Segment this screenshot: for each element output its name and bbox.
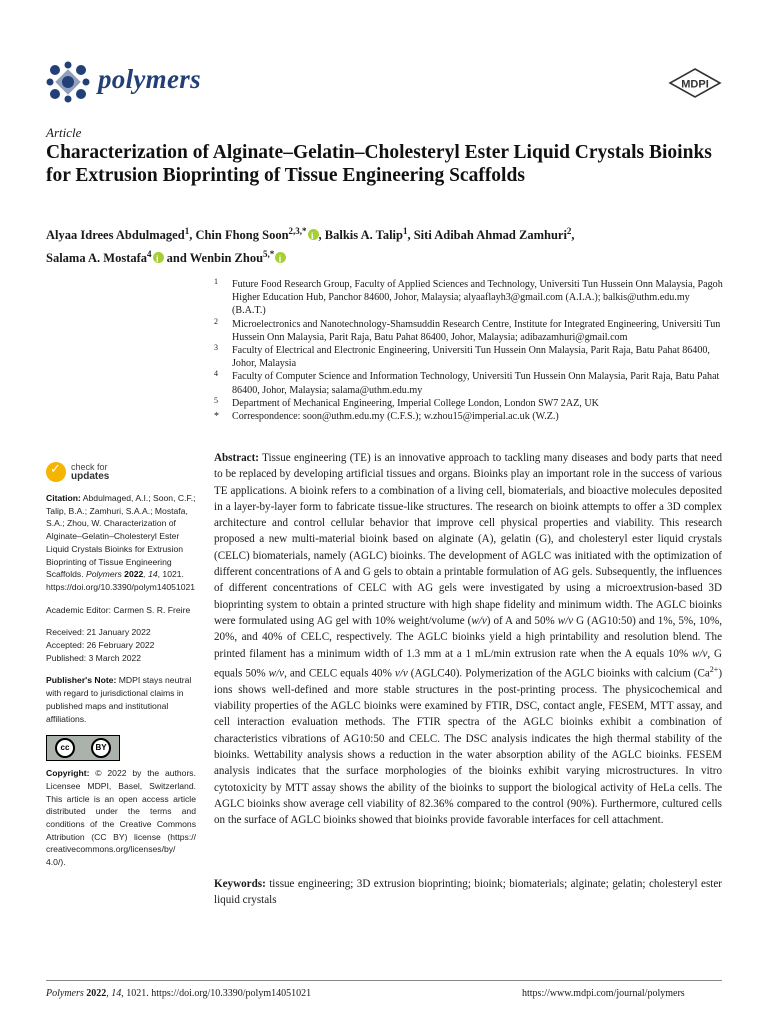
author-list	[46, 222, 736, 268]
affiliation-text: Microelectronics and Nanotechnology-Shamsuddin Research Centre, Institute for Integrated Engineering, Universiti Tun Hussein Onn Malaysia, Parit Raja, Batu Pahat 86400, Johor, Malaysia; adibazamhuri@gmail.com	[232, 318, 721, 343]
affiliation-number: 3	[214, 343, 218, 353]
author-separator: ,	[189, 228, 196, 243]
journal-name: polymers	[98, 64, 201, 94]
published-date: Published: 3 March 2022	[46, 652, 142, 663]
dates-block	[46, 626, 196, 664]
copyright-block: Copyright: © 2022 by the authors. Licensee MDPI, Basel, Switzerland. This article is an open access article distributed under the terms and conditions of the Creative Commons Attribution (CC BY) license (https:// creativecommons.org/licenses/by/ 4.0/).	[46, 768, 196, 868]
author-name[interactable]: Wenbin Zhou	[189, 251, 264, 266]
affiliation-item	[214, 397, 724, 410]
author-affiliation-marker: 4	[147, 249, 152, 260]
received-date: Received: 21 January 2022	[46, 627, 151, 638]
author-separator: ,	[571, 228, 575, 243]
academic-editor: Academic Editor: Carmen S. R. Freire	[46, 604, 191, 615]
author-affiliation-marker: 2,3,*	[288, 226, 307, 236]
article-title: Characterization of Alginate–Gelatin–Cholesteryl Ester Liquid Crystals Bioinks for Extrusion Bioprinting of Tissue Engineering Scaffolds	[46, 142, 712, 186]
affiliation-item	[214, 344, 724, 370]
cc-icon: cc	[55, 738, 75, 758]
affiliation-item	[214, 370, 724, 396]
journal-logo-icon	[46, 60, 90, 104]
author-affiliation-marker: 2	[566, 226, 572, 236]
author-name[interactable]: Alyaa Idrees Abdulmaged	[46, 228, 185, 243]
by-icon: BY	[91, 738, 111, 758]
check-updates-label: check for updates	[71, 462, 110, 482]
affiliation-item	[214, 278, 724, 318]
correspondence-text: Correspondence: soon@uthm.edu.my (C.F.S.); w.zhou15@imperial.ac.uk (W.Z.)	[232, 411, 559, 423]
author-separator: ,	[318, 228, 325, 243]
affiliation-text: Department of Mechanical Engineering, Imperial College London, London SW7 2AZ, UK	[232, 397, 599, 409]
correspondence-mark: *	[214, 411, 219, 423]
affiliation-text: Faculty of Computer Science and Information Technology, Universiti Tun Hussein Onn Malaysia, Parit Raja, Batu Pahat 86400, Johor, Malaysia; salama@uthm.edu.my	[232, 371, 720, 396]
author-affiliation-marker: 1	[184, 226, 190, 236]
author-name[interactable]: Siti Adibah Ahmad Zamhuri	[413, 228, 567, 243]
affiliation-item	[214, 318, 724, 344]
author-affiliation-marker: 5,*	[263, 249, 275, 260]
author-separator: ,	[407, 228, 414, 243]
mdpi-logo-text: MDPI	[681, 78, 709, 91]
affiliation-text: Faculty of Electrical and Electronic Engineering, Universiti Tun Hussein Onn Malaysia, Parit Raja, Batu Pahat 86400, Johor, Malaysia	[232, 345, 710, 370]
affiliation-text: Future Food Research Group, Faculty of Applied Sciences and Technology, Universiti Tun Hussein Onn Malaysia, Pagoh Higher Education Hub, Panchor 84600, Johor, Malaysia; alyaaflayh3@gmail.com (A.I.A.); balkis@uthm.edu.my (B.A.T.)	[232, 279, 723, 317]
cc-by-license-icon[interactable]	[46, 735, 120, 761]
publishers-note: Publisher's Note: MDPI stays neutral with regard to jurisdictional claims in published maps and institutional affiliations.	[46, 675, 192, 724]
accepted-date: Accepted: 26 February 2022	[46, 640, 155, 651]
correspondence	[214, 410, 724, 423]
sidebar	[46, 462, 196, 879]
author-name[interactable]: Chin Fhong Soon	[195, 228, 289, 243]
author-name[interactable]: Salama A. Mostafa	[46, 251, 148, 266]
footer-journal-link[interactable]: https://www.mdpi.com/journal/polymers	[522, 988, 685, 999]
affiliation-number: 2	[214, 316, 218, 326]
footer-divider	[46, 980, 722, 981]
author-separator: and	[163, 251, 190, 266]
keywords: Keywords: tissue engineering; 3D extrusion bioprinting; bioink; biomaterials; alginate; gelatin; cholesteryl ester liquid crystals	[214, 878, 722, 907]
affiliation-number: 5	[214, 395, 218, 405]
check-updates-icon	[46, 462, 66, 482]
orcid-icon[interactable]	[153, 252, 164, 263]
author-name[interactable]: Balkis A. Talip	[324, 228, 403, 243]
orcid-icon[interactable]	[308, 229, 319, 240]
affiliation-list	[214, 278, 724, 423]
author-affiliation-marker: 1	[402, 226, 408, 236]
affiliation-number: 4	[214, 369, 218, 379]
check-for-updates-button[interactable]	[46, 462, 196, 482]
article-type: Article	[46, 125, 82, 140]
affiliation-number: 1	[214, 277, 218, 286]
orcid-icon[interactable]	[275, 252, 286, 263]
mdpi-logo-icon	[668, 68, 722, 98]
citation-block: Citation: Abdulmaged, A.I.; Soon, C.F.; Talip, B.A.; Zamhuri, S.A.A.; Mostafa, S.A.; Zhou, W. Characterization of Alginate–Gelatin–Cholesteryl Ester Liquid Crystals Bioinks for Extrusion Bioprinting of Tissue Engineering Scaffolds. Polymers 2022, 14, 1021. https://doi.org/10.3390/polym14051021	[46, 493, 196, 592]
footer-citation: Polymers 2022, 14, 1021. https://doi.org/10.3390/polym14051021	[46, 988, 312, 999]
abstract: Abstract: Tissue engineering (TE) is an innovative approach to tackling many diseases and body parts that need to be replaced by developing artificial tissues and organs. Bioinks play an important role in the success of various TE applications. A bioink refers to a combination of a living cell, biomaterials, and bioactive molecules deposited in a layer-by-layer form to fabricate tissue-like structures. The research on bioink attempts to offer a 3D complex architecture and control cellular behavior that improve cell physical properties and viability. This research proposed a new multi-material bioink based on alginate (A), gelatin (G), and cholesteryl ester liquid crystals (CELC) biomaterials, namely (AGLC) bioinks. The development of AGLC was initiated with the optimization of different concentrations of A and G gels to obtain a printable formulation of AG gels. Subsequently, the influences of different concentrations of CELC with AG gels were investigated by using a microextrusion-based 3D bioprinting system to obtain a printed structure with high shape fidelity and minimum width. The AGLC bioinks were formulated using AG gel with 10% weight/volume (w/v) of A and 50% w/v G (AG10:50) and 1%, 5%, 10%, 20%, and 40% of CELC, respectively. The AGLC bioinks yield a high printability and resolution blend. The printed filament has a minimum width of 1.3 mm at a 1 mL/min extrusion rate when the A equals 10% w/v, G equals 50% w/v, and CELC equals 40% v/v (AGLC40). Polymerization of the AGLC bioinks with calcium $(Ca^{2+})$ ions shows well-defined and more stable structures in the post-printing process. The physicochemical and viability properties of the AGLC bioinks were examined by FTIR, DSC, contact angle, FESEM, MTT assay, and cell interaction evaluation methods. The FTIR spectra of the AGLC bioinks exhibit a combination of characteristics vibrations of AG10:50 and CELC. The DSC analysis indicates the high thermal stability of the bioinks. Wettability analysis shows a reduction in the water absorption ability of the AGLC bioinks. FESEM analysis indicates that the surface morphologies of the bioinks exhibit varying microstructures. In vitro cytotoxicity by MTT assay shows the ability of the bioinks to support the biological activity of HeLa cells. The AGLC bioinks show average cell viability of 82.36% compared to the control (90%). Furthermore, cultured cells on the surface of AGLC bioinks showed that bioinks provide favorable interfaces for cell attachment.	[214, 452, 723, 827]
